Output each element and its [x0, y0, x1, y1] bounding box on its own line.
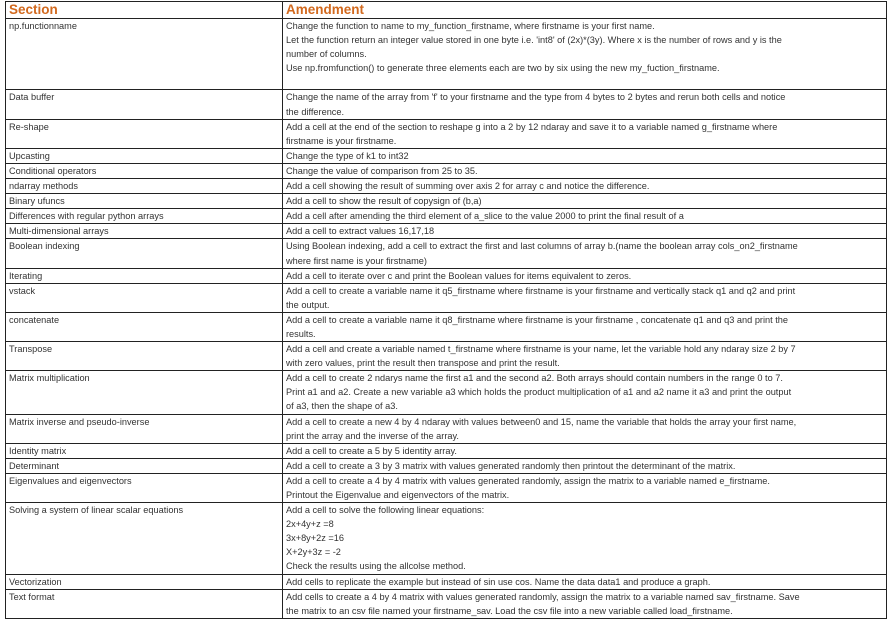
table-row: [6, 458, 887, 473]
amendment-line: Add cells to create a 4 by 4 matrix with values generated randomly, assign the matrix to a variable named sav_firstname. Save: [286, 591, 800, 602]
amendment-line: [286, 75, 883, 89]
section-cell: Data buffer: [6, 90, 283, 119]
table-row: [6, 268, 887, 283]
amendment-line: Add a cell to create a variable name it q8_firstname where firstname is your firstname , concatenate q1 and q3 and print the: [286, 314, 789, 325]
amendment-line: Add a cell to create a 4 by 4 matrix with values generated randomly, assign the matrix to a variable named e_firstname.: [286, 475, 770, 486]
table-row: [6, 414, 887, 443]
amendment-line: 3x+8y+2z =16: [286, 533, 344, 544]
amendment-line: Add a cell after amending the third element of a_slice to the value 2000 to print the final result of a: [286, 211, 684, 222]
amendment-line: the matrix to an csv file named your firstname_sav. Load the csv file into a new variable called load_firstname.: [286, 605, 733, 616]
amendment-cell: [283, 503, 887, 574]
amendment-cell: [283, 414, 887, 443]
amendment-line: Add a cell to create a variable name it q5_firstname where firstname is your firstname and vertically stack q1 and q2 and print: [286, 285, 796, 296]
amendment-cell: [283, 119, 887, 148]
amendment-line: Add a cell at the end of the section to reshape g into a 2 by 12 ndaray and save it to a variable named g_firstname where: [286, 121, 778, 132]
amendment-cell: [283, 179, 887, 194]
amendment-cell: [283, 574, 887, 589]
amendments-table: [5, 1, 887, 619]
amendment-line: Add a cell to extract values 16,17,18: [286, 226, 435, 237]
table-row: [6, 90, 887, 119]
table-row: [6, 503, 887, 574]
section-cell: Matrix inverse and pseudo-inverse: [6, 414, 283, 443]
table-row: [6, 283, 887, 312]
section-cell: Re-shape: [6, 119, 283, 148]
table-row: [6, 589, 887, 618]
amendment-line: Add a cell to iterate over c and print the Boolean values for items equivalent to zeros.: [286, 270, 632, 281]
amendment-line: Add a cell to create 2 ndarys name the first a1 and the second a2. Both arrays should contain numbers in the range 0 to 7.: [286, 373, 783, 384]
amendment-line: Check the results using the allcolse method.: [286, 561, 466, 572]
table-row: [6, 342, 887, 371]
amendment-cell: [283, 589, 887, 618]
amendment-cell: [283, 148, 887, 163]
section-cell: Text format: [6, 589, 283, 618]
amendment-line: Add cells to replicate the example but instead of sin use cos. Name the data data1 and produce a graph.: [286, 576, 711, 587]
table-row: [6, 163, 887, 178]
table-row: [6, 209, 887, 224]
amendment-line: Change the name of the array from 'f' to your firstname and the type from 4 bytes to 2 bytes and rerun both cells and notice: [286, 92, 786, 103]
section-cell: Eigenvalues and eigenvectors: [6, 473, 283, 502]
amendment-line: of a3, then the shape of a3.: [286, 401, 398, 412]
amendment-line: Printout the Eigenvalue and eigenvectors of the matrix.: [286, 490, 510, 500]
section-cell: concatenate: [6, 312, 283, 341]
section-cell: Upcasting: [6, 148, 283, 163]
section-cell: Boolean indexing: [6, 239, 283, 268]
section-cell: Matrix multiplication: [6, 371, 283, 414]
table-row: [6, 312, 887, 341]
amendment-line: Print a1 and a2. Create a new variable a3 which holds the product multiplication of a1 and a2 name it a3 and print the output: [286, 387, 792, 398]
amendment-line: Change the function to name to my_function_firstname, where firstname is your first name.: [286, 21, 655, 31]
amendment-cell: [283, 19, 887, 90]
amendment-line: 2x+4y+z =8: [286, 519, 334, 530]
header-row: [6, 2, 887, 19]
amendment-line: X+2y+3z = -2: [286, 547, 341, 558]
amendment-column-header: Amendment: [283, 2, 887, 19]
section-cell: Differences with regular python arrays: [6, 209, 283, 224]
amendment-line: Add a cell to create a 5 by 5 identity array.: [286, 445, 457, 456]
amendment-cell: [283, 283, 887, 312]
amendment-line: Change the value of comparison from 25 to 35.: [286, 165, 478, 176]
amendment-cell: [283, 473, 887, 502]
amendment-cell: [283, 443, 887, 458]
amendment-cell: [283, 194, 887, 209]
amendment-cell: [283, 239, 887, 268]
amendment-line: with zero values, print the result then transpose and print the result.: [286, 358, 560, 369]
section-cell: Iterating: [6, 268, 283, 283]
amendment-line: Change the type of k1 to int32: [286, 150, 409, 161]
section-cell: ndarray methods: [6, 179, 283, 194]
table-row: [6, 239, 887, 268]
table-body: [6, 19, 887, 619]
amendment-cell: [283, 342, 887, 371]
section-cell: Solving a system of linear scalar equations: [6, 503, 283, 574]
amendment-line: firstname is your firstname.: [286, 135, 397, 146]
amendment-cell: [283, 371, 887, 414]
amendment-line: Add a cell showing the result of summing over axis 2 for array c and notice the difference.: [286, 181, 650, 192]
amendment-cell: [283, 163, 887, 178]
table-row: [6, 194, 887, 209]
section-cell: Conditional operators: [6, 163, 283, 178]
amendment-cell: [283, 458, 887, 473]
amendment-line: number of columns.: [286, 49, 367, 60]
section-cell: Transpose: [6, 342, 283, 371]
section-cell: vstack: [6, 283, 283, 312]
amendment-line: Using Boolean indexing, add a cell to extract the first and last columns of array b.(name the boolean array cols_on2_firstname: [286, 241, 798, 252]
table-row: [6, 19, 887, 90]
amendment-line: Let the function return an integer value stored in one byte i.e. 'int8' of (2x)*(3y). Where x is the number of rows and y is the: [286, 35, 782, 46]
amendment-line: the output.: [286, 299, 330, 310]
section-column-header: Section: [6, 2, 283, 19]
amendment-line: where first name is your firstname): [286, 255, 427, 266]
table-row: [6, 224, 887, 239]
section-cell: Identity matrix: [6, 443, 283, 458]
amendment-line: Add a cell to create a new 4 by 4 ndaray with values between0 and 15, name the variable that holds the array your first name,: [286, 416, 797, 427]
table-row: [6, 473, 887, 502]
table-row: [6, 443, 887, 458]
table-row: [6, 148, 887, 163]
amendment-line: print the array and the inverse of the array.: [286, 430, 459, 441]
table-row: [6, 371, 887, 414]
amendment-cell: [283, 268, 887, 283]
section-cell: Vectorization: [6, 574, 283, 589]
table-row: [6, 574, 887, 589]
amendment-line: Add a cell to solve the following linear equations:: [286, 505, 485, 516]
amendment-cell: [283, 224, 887, 239]
section-cell: Determinant: [6, 458, 283, 473]
amendment-line: the difference.: [286, 106, 345, 117]
amendment-cell: [283, 312, 887, 341]
amendment-cell: [283, 90, 887, 119]
amendment-line: Add a cell and create a variable named t_firstname where firstname is your name, let the variable hold any ndaray size 2 by 7: [286, 344, 796, 355]
section-cell: np.functionname: [6, 19, 283, 90]
section-cell: Multi-dimensional arrays: [6, 224, 283, 239]
table-row: [6, 179, 887, 194]
amendment-line: results.: [286, 328, 316, 339]
table-row: [6, 119, 887, 148]
amendment-line: Use np.fromfunction() to generate three elements each are two by six using the new my_fuction_firstname.: [286, 63, 720, 74]
amendment-line: Add a cell to create a 3 by 3 matrix with values generated randomly then printout the determinant of the matrix.: [286, 460, 736, 471]
amendment-line: Add a cell to show the result of copysign of (b,a): [286, 196, 482, 207]
amendment-cell: [283, 209, 887, 224]
section-cell: Binary ufuncs: [6, 194, 283, 209]
